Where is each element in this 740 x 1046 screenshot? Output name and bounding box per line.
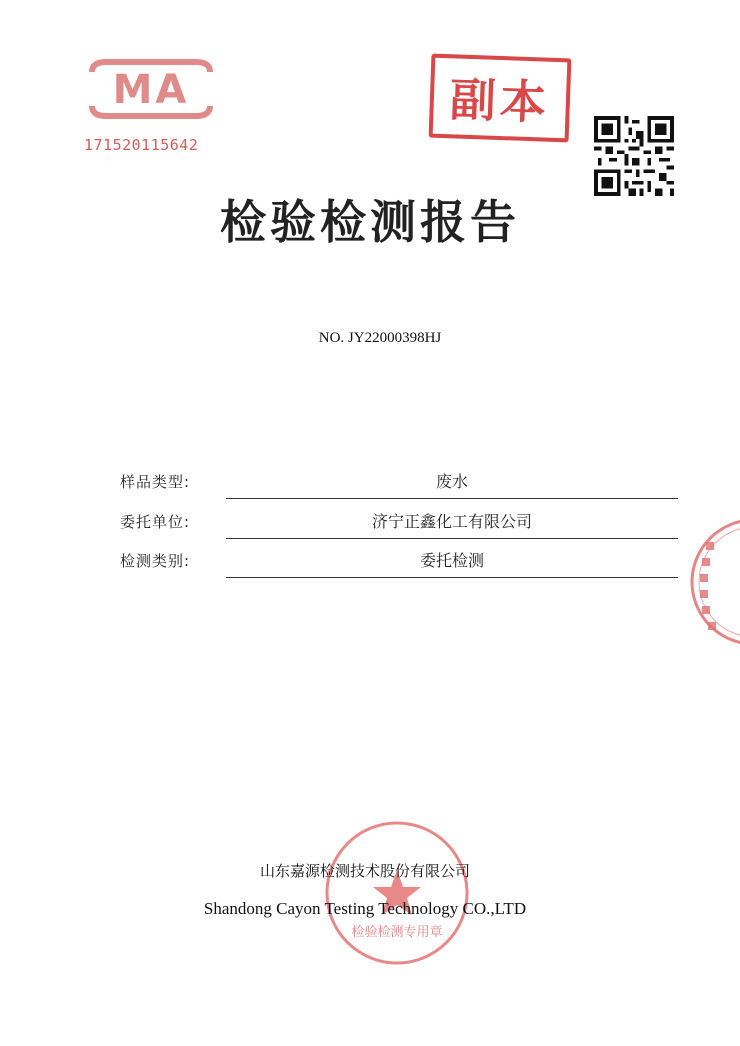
test-category-value: 委托检测 <box>419 551 484 570</box>
cma-logo-text: MA <box>112 67 190 113</box>
divider <box>226 538 678 539</box>
client-value: 济宁正鑫化工有限公司 <box>371 512 532 531</box>
copy-stamp-text: 副本 <box>448 72 551 130</box>
divider <box>226 577 678 578</box>
cma-number: 171520115642 <box>84 136 199 154</box>
company-seal <box>322 818 472 968</box>
qr-code-icon[interactable] <box>594 116 674 196</box>
sample-type-label: 样品类型: <box>120 473 191 491</box>
company-name-en: Shandong Cayon Testing Technology CO.,LTD <box>203 899 527 918</box>
company-name-cn: 山东嘉源检测技术股份有限公司 <box>259 862 470 880</box>
test-category-label: 检测类别: <box>120 552 191 570</box>
edge-seal <box>688 516 740 648</box>
divider <box>226 498 678 499</box>
cma-logo <box>86 58 216 120</box>
client-label: 委托单位: <box>120 513 191 531</box>
sample-type-value: 废水 <box>435 472 468 491</box>
copy-stamp <box>429 54 572 143</box>
report-title: 检验检测报告 <box>220 195 520 249</box>
report-number: NO. JY22000398HJ <box>318 330 442 346</box>
seal-text: 检验检测专用章 <box>351 925 443 940</box>
